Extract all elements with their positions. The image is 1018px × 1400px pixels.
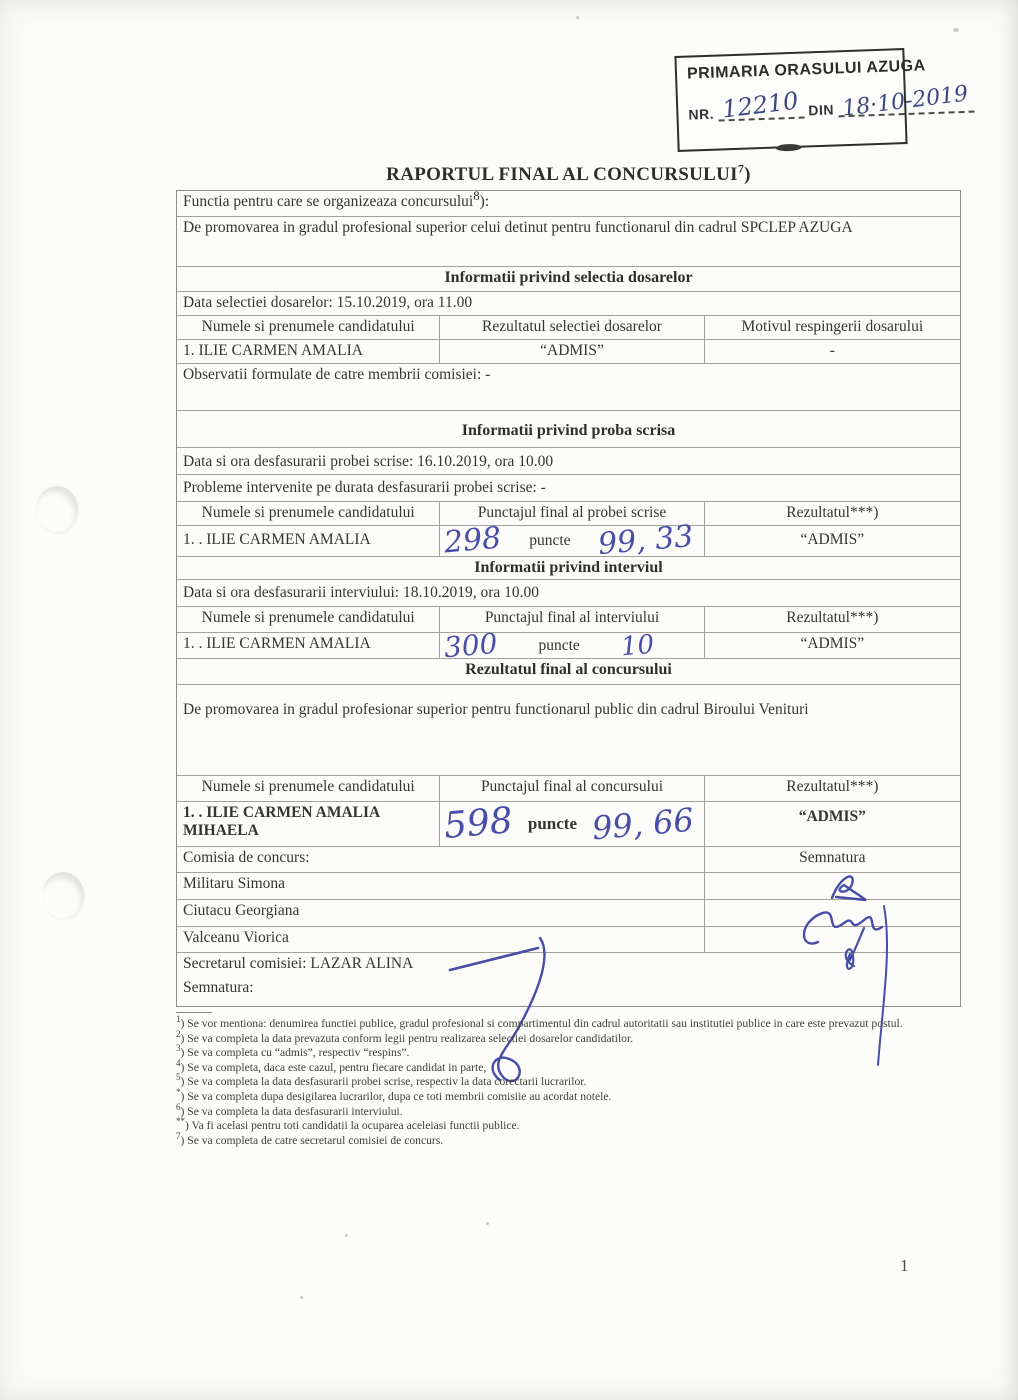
section-header-proba-scrisa: Informatii privind proba scrisa [461,422,676,439]
footnote: $^1$) Se vor mentiona: denumirea functiei publice, gradul profesional si compartimentul din cadrul autoritatii sau institutiei publice in care este prevazut postul. [176,1014,903,1030]
footnote: $^2$) Se va completa la data prevazuta conform legii pentru realizarea selectiei dosarelor candidatilor. [176,1028,634,1045]
col-header-name: Numele si prenumele candidatului [177,607,440,632]
member-name: Militaru Simona [177,873,705,899]
candidate-result: “ADMIS” [798,808,866,825]
hole-punch-mark [36,486,78,532]
member-name: Ciutacu Georgiana [177,900,705,926]
row-functia-label: Functia pentru care se organizeaza concursului$^8$): [177,191,960,217]
candidate-name: 1. . ILIE CARMEN AMALIA [177,633,440,658]
candidate-result: “ADMIS” [800,531,865,548]
stamp-ink-blob [776,144,802,152]
probleme: Probleme intervenite pe durata desfasurarii probei scrise: - [183,479,546,496]
candidate-result: “ADMIS” [440,340,704,363]
functia-value: De promovarea in gradul profesional superior celui detinut pentru functionarul din cadrul SPCLEP AZUGA [183,219,853,236]
col-header-name: Numele si prenumele candidatului [177,776,440,801]
report-table [176,187,961,1007]
col-header-name: Numele si prenumele candidatului [177,316,440,339]
row-section-final [177,659,960,685]
registration-stamp [674,48,970,152]
row-functia-value [177,217,960,267]
section-header-interviu: Informatii privind interviul [474,559,663,576]
puncte-label: puncte [527,814,578,833]
section-header-final: Rezultatul final al concursului [465,661,672,678]
handwritten-raw-points: 598 [442,800,515,847]
candidate-name: 1. . ILIE CARMEN AMALIA [177,526,440,556]
functia-label: Functia pentru care se organizeaza concursului [183,193,474,210]
col-header-motive: Motivul respingerii dosarului [741,318,924,335]
row-section-interviu [177,557,960,580]
member-signature-area [705,873,960,899]
row-member-3 [177,927,960,953]
col-header-result: Rezultatul selectiei dosarelor [440,316,704,339]
footnote-separator [176,1012,212,1013]
candidate-result: “ADMIS” [800,635,865,652]
row-proba-col-headers [177,502,960,526]
stamp-org-name: PRIMARIA ORASULUI AZUGA [686,57,926,83]
page-number: 1 [900,1256,909,1275]
col-header-points: Punctajul final al probei scrise [440,502,704,525]
row-secretar [177,953,960,1006]
row-selectia-candidate [177,340,960,364]
stamp-din-label: DIN [808,101,835,119]
puncte-label: puncte [538,636,580,654]
page-title: RAPORTUL FINAL AL CONCURSULUI$^7$) [386,161,751,185]
handwritten-final-points: 10 [619,629,655,662]
semnatura-label: Semnatura [799,849,866,866]
data-probei: Data si ora desfasurarii probei scrise: 16.10.2019, ora 10.00 [183,453,554,470]
col-header-result: Rezultatul***) [786,504,879,521]
semnatura2-label: Semnatura: [183,979,254,996]
row-proba-candidate [177,518,960,563]
row-interviu-col-headers [177,607,960,633]
row-observatii [177,364,960,411]
row-member-2 [177,900,960,927]
stamp-date-handwritten: 18·10-2019 [840,81,970,122]
candidate-name: 1. . ILIE CARMEN AMALIA MIHAELA [183,804,380,839]
col-header-result: Rezultatul***) [786,609,879,626]
stamp-nr-label: NR. [688,105,715,123]
comisia-label: Comisia de concurs: [177,847,705,872]
row-final-col-headers [177,776,960,802]
col-header-result: Rezultatul***) [786,778,879,795]
handwritten-raw-points: 298 [442,520,503,561]
candidate-motive: - [829,342,835,359]
footnote: **) Va fi acelasi pentru toti candidatii la ocuparea aceleiasi functii publice. [176,1116,520,1133]
candidate-name: 1. ILIE CARMEN AMALIA [177,340,440,363]
footnote: $^7$) Se va completa de catre secretarul comisiei de concurs. [176,1130,444,1147]
row-final-candidate [177,802,960,847]
row-data-selectiei [177,292,960,316]
handwritten-final-points: 99, 66 [590,800,696,848]
row-interviu-candidate [177,626,960,664]
row-comisia-header [177,847,960,873]
observatii: Observatii formulate de catre membrii comisiei: - [183,366,491,383]
member-signature-area [705,927,960,952]
footnote: *) Se va completa dupa desigilarea lucrarilor, dupa ce toti membrii comisiie au acordat notele. [176,1087,612,1103]
stamp-nr-value-handwritten: 12210 [720,86,800,124]
col-header-points: Punctajul final al interviului [440,607,704,632]
final-description: De promovarea in gradul profesionar superior pentru functionarul public din cadrul Biroului Venituri [183,701,809,718]
handwritten-final-points: 99, 33 [596,518,695,563]
row-data-probei [177,448,960,475]
row-data-interviului [177,580,960,607]
row-section-proba-scrisa [177,411,960,448]
member-name: Valceanu Viorica [177,927,705,952]
footnote: $^6$) Se va completa la data desfasurarii interviului. [176,1101,403,1118]
row-final-description [177,685,960,776]
data-interviului: Data si ora desfasurarii interviului: 18.10.2019, ora 10.00 [183,584,539,601]
footnote: $^3$) Se va completa cu “admis”, respectiv “respins”. [176,1043,410,1060]
footnote: $^5$) Se va completa la data desfasurarii probei scrise, respectiv la data corectarii lucrarilor. [176,1072,587,1089]
row-probleme [177,475,960,502]
section-header-selectia: Informatii privind selectia dosarelor [444,269,693,286]
secretar-name: Secretarul comisiei: LAZAR ALINA [183,955,414,972]
row-selectia-col-headers [177,316,960,340]
member-signature-area [705,900,960,926]
footnote: $^4$) Se va completa, daca este cazul, pentru fiecare candidat in parte, [176,1057,487,1074]
handwritten-raw-points: 300 [442,626,500,664]
row-section-selectia [177,267,960,292]
puncte-label: puncte [529,532,571,549]
data-selectiei: Data selectiei dosarelor: 15.10.2019, ora 11.00 [183,294,473,311]
hole-punch-mark [42,872,84,918]
col-header-name: Numele si prenumele candidatului [177,502,440,525]
row-member-1 [177,873,960,900]
footnotes-block [176,1014,971,1148]
col-header-points: Punctajul final al concursului [440,776,704,801]
